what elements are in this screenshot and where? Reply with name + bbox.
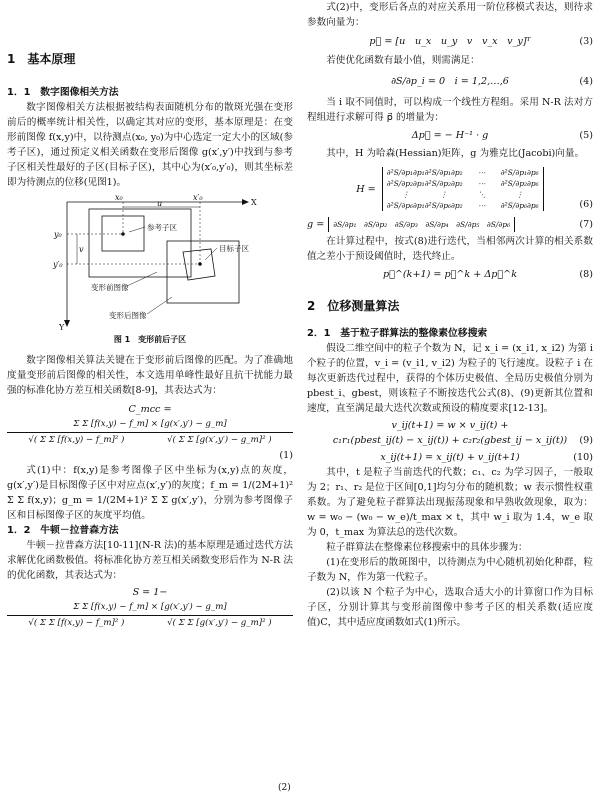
before-image-label: 变形前图像 <box>91 283 129 292</box>
equation-10: x_ij(t+1) = x_ij(t) + v_ij(t+1) (10) <box>380 452 593 463</box>
eq5-number: (5) <box>579 130 593 141</box>
paragraph: 式(1)中：f(x,y)是参考图像子区中坐标为(x,y)点的灰度，g(x′,y′)是目标图像子区中对应点(x′,y′)的灰度；f_m = 1/(2M+1)² Σ Σ f(x,y)；g_m = 1/(2M+1)² Σ Σ g(x′,y′)，分别为参考图像子区和目标图像子区的灰度平均值。 <box>7 465 293 521</box>
eq6-number: (6) <box>579 199 593 210</box>
paragraph: (1)在变形后的散斑图中，以待测点为中心随机初始化种群，粒子数为 N，作为第一代粒子。 <box>307 557 593 583</box>
paragraph: 假设二维空间中的粒子个数为 N，记 x_i = (x_i1, x_i2) 为第 i 个粒子的位置，v_i = (v_i1, v_i2) 为粒子的飞行速度。设粒子 i 在每次更新迭代过程中，获得的个体历史极值、全局历史极值分别为 pbest_i、gbest，则该粒子不断按迭代公式(8)、(9)更新其位置和速度，直至满足最大迭代次数或预设的精度要求[12-13]。 <box>307 343 593 414</box>
x-axis-label: X <box>251 198 257 207</box>
eq7-lhs: g = <box>307 219 325 230</box>
equation-2 <box>7 585 293 631</box>
eq1-denominator-2: √( Σ Σ [g(x′,y′) − g_m]² ) <box>167 435 272 445</box>
y-axis-label: Y <box>59 323 65 332</box>
equation-8: p⃗^(k+1) = p⃗^k + Δp⃗^k (8) <box>382 269 593 280</box>
paragraph: 式(2)中，变形后各点的对应关系用一阶位移模式表达，则待求参数向量为： <box>307 2 593 28</box>
eq9-number: (9) <box>579 435 593 446</box>
section-2-1-heading: 2．1 基于粒子群算法的整像素位移搜索 <box>307 328 488 339</box>
section-1-2-heading: 1．2 牛顿－拉普森方法 <box>7 525 119 536</box>
equation-7 <box>307 217 593 232</box>
paragraph: 其中，t 是粒子当前迭代的代数；c₁、c₂ 为学习因子，一般取为 2；r₁、r₂ 是位于区间[0,1]均匀分布的随机数；w 表示惯性权重系数。为了避免粒子群算法出现振荡现象和早熟收敛现象，取为：w = w₀ − (w₀ − w_e)/t_max × t，其中 w_i 取为 1.4，w_e 取为 0，t_max 为算法总的迭代次数。 <box>307 467 593 538</box>
eq4-number: (4) <box>579 76 593 87</box>
target-subset-label: 目标子区 <box>219 244 249 253</box>
paragraph: 粒子群算法在整像素位移搜索中的具体步骤为： <box>326 542 528 553</box>
paragraph: 数字图像相关算法关键在于变形前后图像的匹配。为了准确地度量变形前后图像的相关性，本文选用单峰性最好且抗干扰能力最强的标准化协方差互相关函数[8-9]，其表达式为： <box>7 355 293 396</box>
equation-5: Δp⃗ = − H⁻¹ · g (5) <box>411 130 593 141</box>
eq1-denominator-1: √( Σ Σ [f(x,y) − f_m]² ) <box>28 435 125 445</box>
y0p-label: y′₀ <box>53 260 63 269</box>
paragraph: (2)以该 N 个粒子为中心，选取合适大小的计算窗口作为目标子区，分别计算其与变形前图像中参考子区的相关系数(适应度值)C，其中适应度函数如式(1)所示。 <box>307 587 593 628</box>
paragraph: 当 i 取不同值时，可以构成一个线性方程组。采用 N-R 法对方程组进行求解可得 p⃗ 的增量为： <box>307 97 593 123</box>
eq2-numerator: Σ Σ [f(x,y) − f_m] × [g(x′,y′) − g_m] <box>7 600 293 616</box>
paragraph: 在计算过程中，按式(8)进行迭代，当相邻两次计算的相关系数值之差小于预设阈值时，迭代终止。 <box>307 236 593 262</box>
paragraph: 牛顿－拉普森方法[10-11](N-R 法)的基本原理是通过迭代方法求解优化函数极值。将标准化协方差互相关函数变形后作为 N-R 法的优化函数，其表达式为： <box>7 540 293 581</box>
equation-1 <box>7 402 293 463</box>
ref-subset-label: 参考子区 <box>147 223 177 232</box>
hessian-matrix: ∂²S/∂p₁∂p₁ ∂²S/∂p₁∂p₂ ⋯ ∂²S/∂p₁∂p₆ ∂²S/∂p₂∂p₁ ∂²S/∂p₂∂p₂ ⋯ ∂²S/∂p₂∂p₆ ⋮ ⋮ ⋱ ⋮ ∂²S/∂p₆∂p₁ ∂²S/∂p₆∂p₂ ⋯ ∂²S/∂p₆∂p₆ <box>382 167 544 211</box>
x0-label: x₀ <box>115 194 123 202</box>
eq3-number: (3) <box>579 36 593 47</box>
section-2-heading: 2 位移测量算法 <box>307 299 400 313</box>
y0-label: y₀ <box>54 230 62 239</box>
eq2-denominator-2: √( Σ Σ [g(x′,y′) − g_m]² ) <box>167 618 272 628</box>
eq6-lhs: H = <box>356 183 376 195</box>
eq1-number: (1) <box>279 450 293 461</box>
v-label: v <box>79 245 84 254</box>
paragraph: 其中，H 为哈森(Hessian)矩阵，g 为雅克比(Jacobi)向量。 <box>326 148 585 159</box>
equation-3: p⃗ = [u u_x u_y v v_x v_y]ᵀ (3) <box>369 36 593 47</box>
before-image-frame <box>89 209 191 277</box>
figure-caption: 图 1 变形前后子区 <box>113 335 187 344</box>
eq10-number: (10) <box>573 452 593 463</box>
section-1-heading: 1 基本原理 <box>7 52 76 66</box>
left-column <box>7 0 293 631</box>
eq8-number: (8) <box>579 269 593 280</box>
paragraph: 若使优化函数有最小值，则需满足： <box>326 55 480 66</box>
paragraph: 数字图像相关方法根据被结构表面随机分布的散斑光强在变形前后的概率统计相关性，以确定其对应的变形，基本原理是：在变形前图像 f(x,y)中，以待测点(x₀, y₀)为中心选定一定大小的区域(参考子区)，通过预定义相关函数在变形后图像 g(x′,y′)中找到与参考子区相关性最好的子区(目标子区)，其中心为(x′₀,y′₀)，则其坐标差即为待测点的位移(见图1)。 <box>7 102 293 188</box>
figure-1 <box>7 194 293 332</box>
right-column <box>307 0 593 630</box>
eq1-lhs: C_mcc = <box>128 404 172 415</box>
after-image-label: 变形后图像 <box>109 311 147 320</box>
eq1-numerator: Σ Σ [f(x,y) − f_m] × [g(x′,y′) − g_m] <box>7 417 293 433</box>
u-label: u <box>157 199 163 208</box>
equation-4: ∂S/∂p_i = 0 i = 1,2,…,6 (4) <box>391 76 593 87</box>
section-1-1-heading: 1．1 数字图像相关方法 <box>7 87 119 98</box>
page-number: (2) <box>278 783 291 793</box>
equation-9: v_ij(t+1) = w × v_ij(t) + c₁r₁(pbest_ij(t) − x_ij(t)) + c₂r₂(gbest_ij − x_ij(t)) (9) <box>332 420 593 446</box>
jacobi-vector: ∂S/∂p₁ ∂S/∂p₂ ∂S/∂p₃ ∂S/∂p₄ ∂S/∂p₅ ∂S/∂p₆ <box>328 217 515 232</box>
eq2-lhs: S = 1− <box>132 587 168 598</box>
eq2-denominator-1: √( Σ Σ [f(x,y) − f_m]² ) <box>28 618 125 628</box>
eq7-number: (7) <box>579 219 593 230</box>
x0p-label: x′₀ <box>193 194 203 202</box>
equation-6 <box>307 167 593 211</box>
